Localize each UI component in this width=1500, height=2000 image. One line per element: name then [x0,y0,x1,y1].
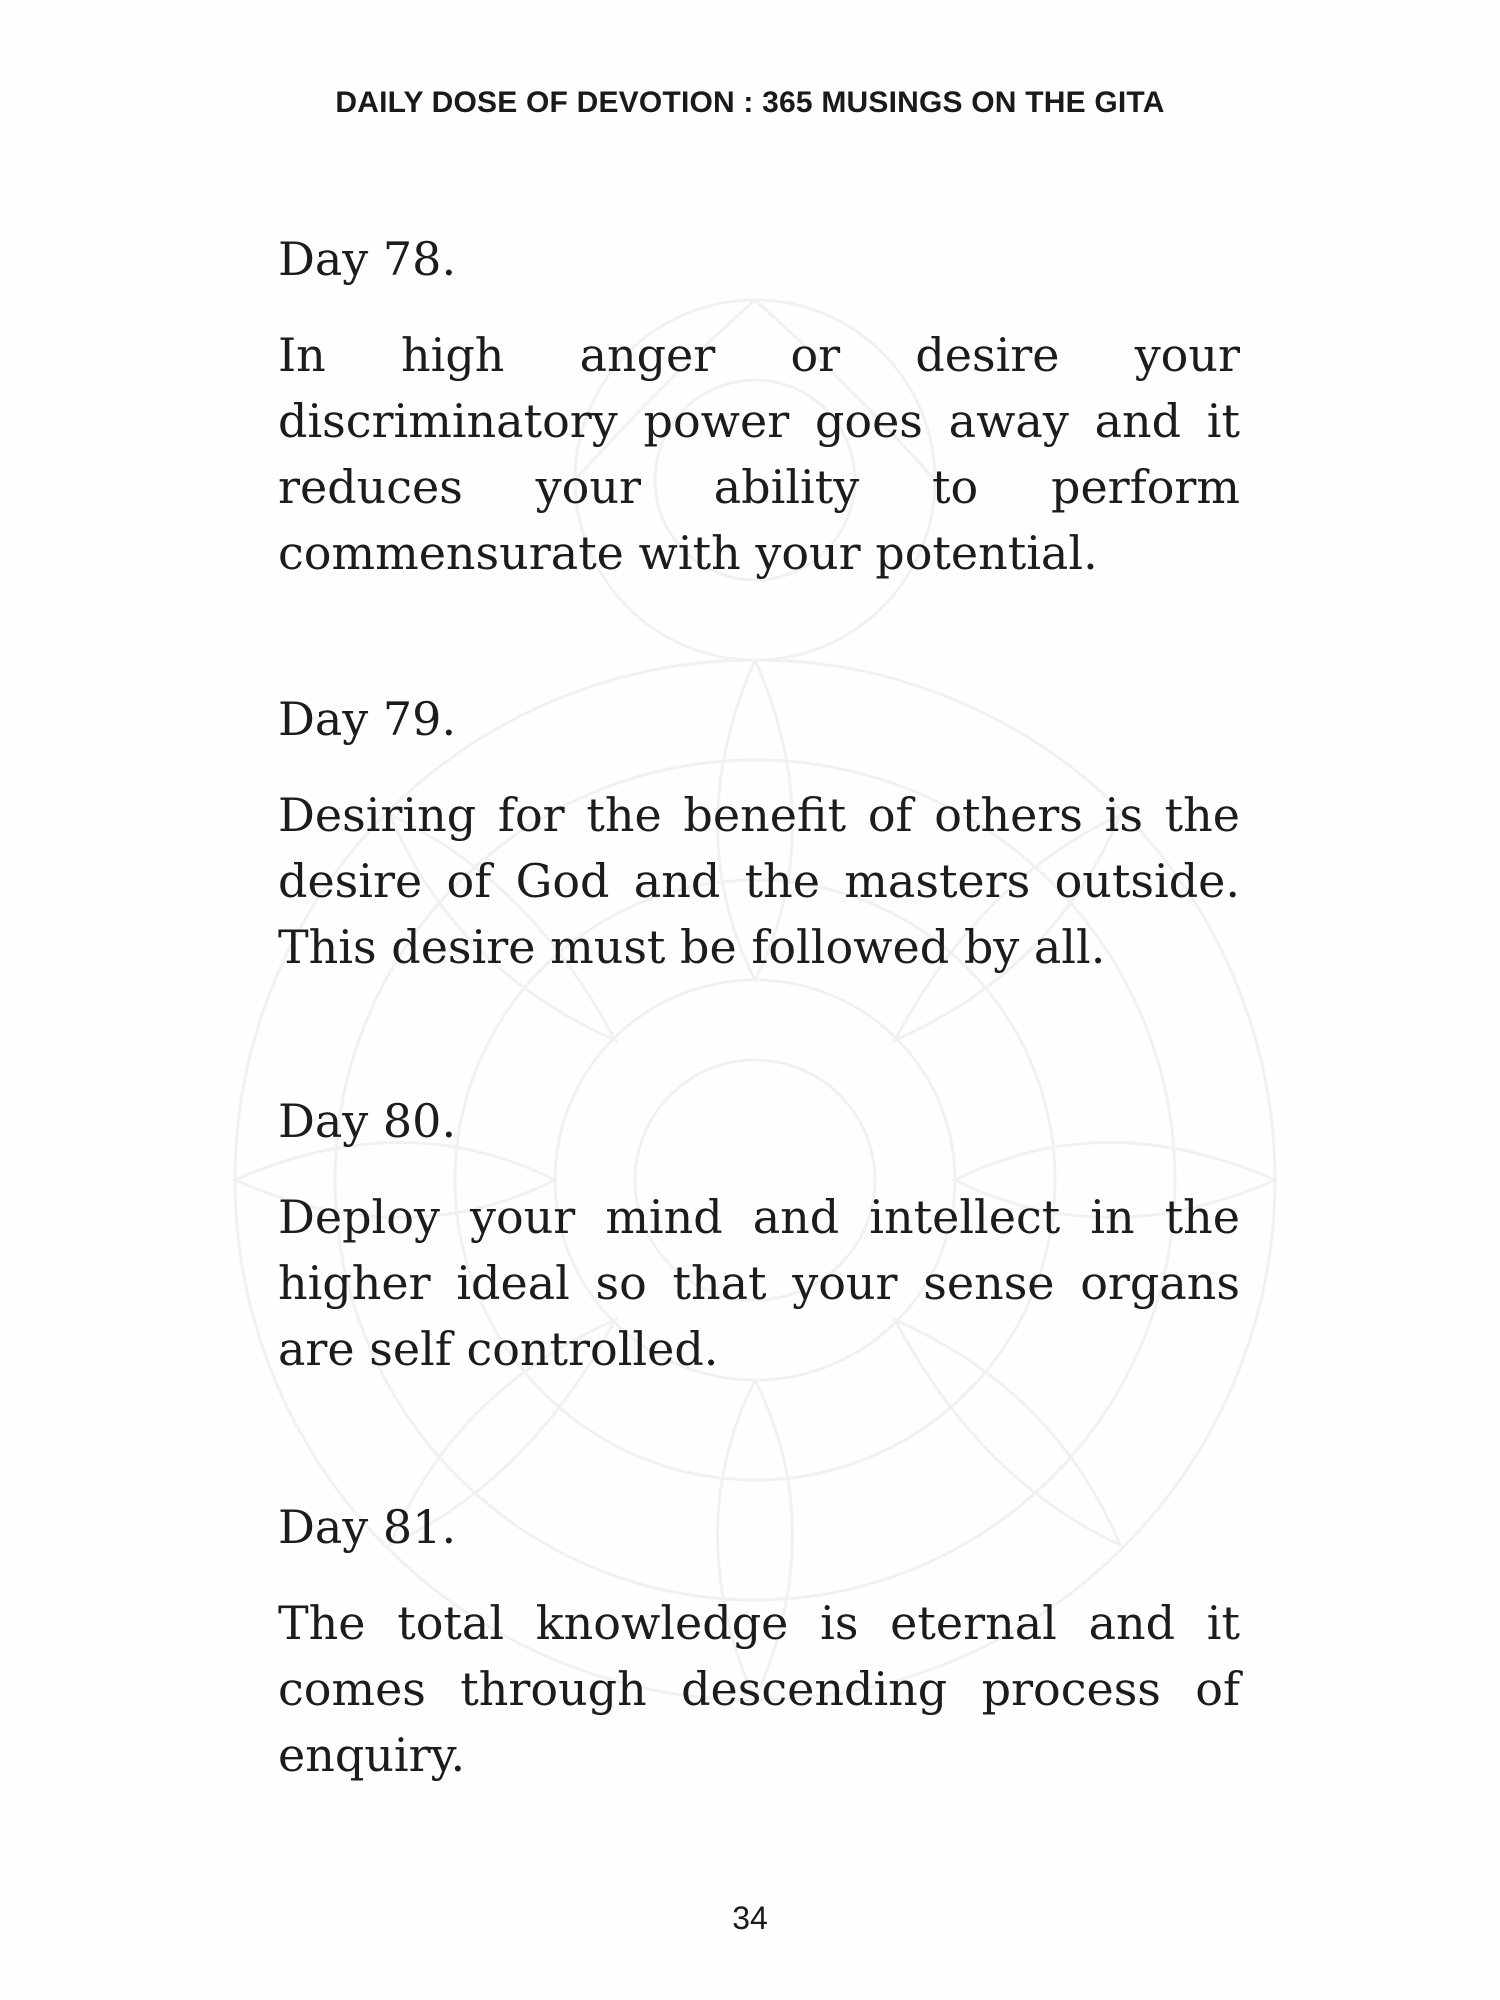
page-number: 34 [732,1900,768,1936]
day-heading: Day 79. [278,692,457,746]
day-paragraph: The total knowledge is eternal and it comes through descending process of enquiry. [278,1596,1240,1782]
day-paragraph: In high anger or desire your discriminatory power goes away and it reduces your ability to perform commensurate with your potential. [278,328,1240,580]
day-entry [278,686,1240,980]
page-body [278,226,1240,1888]
day-heading: Day 81. [278,1500,457,1554]
day-entry [278,226,1240,586]
day-entry [278,1494,1240,1788]
day-paragraph: Deploy your mind and intellect in the higher ideal so that your sense organs are self controlled. [278,1190,1240,1376]
day-paragraph: Desiring for the benefit of others is the desire of God and the masters outside. This desire must be followed by all. [278,788,1240,974]
day-entry [278,1088,1240,1382]
running-header: DAILY DOSE OF DEVOTION : 365 MUSINGS ON THE GITA [335,86,1165,119]
day-heading: Day 80. [278,1094,457,1148]
day-heading: Day 78. [278,232,457,286]
